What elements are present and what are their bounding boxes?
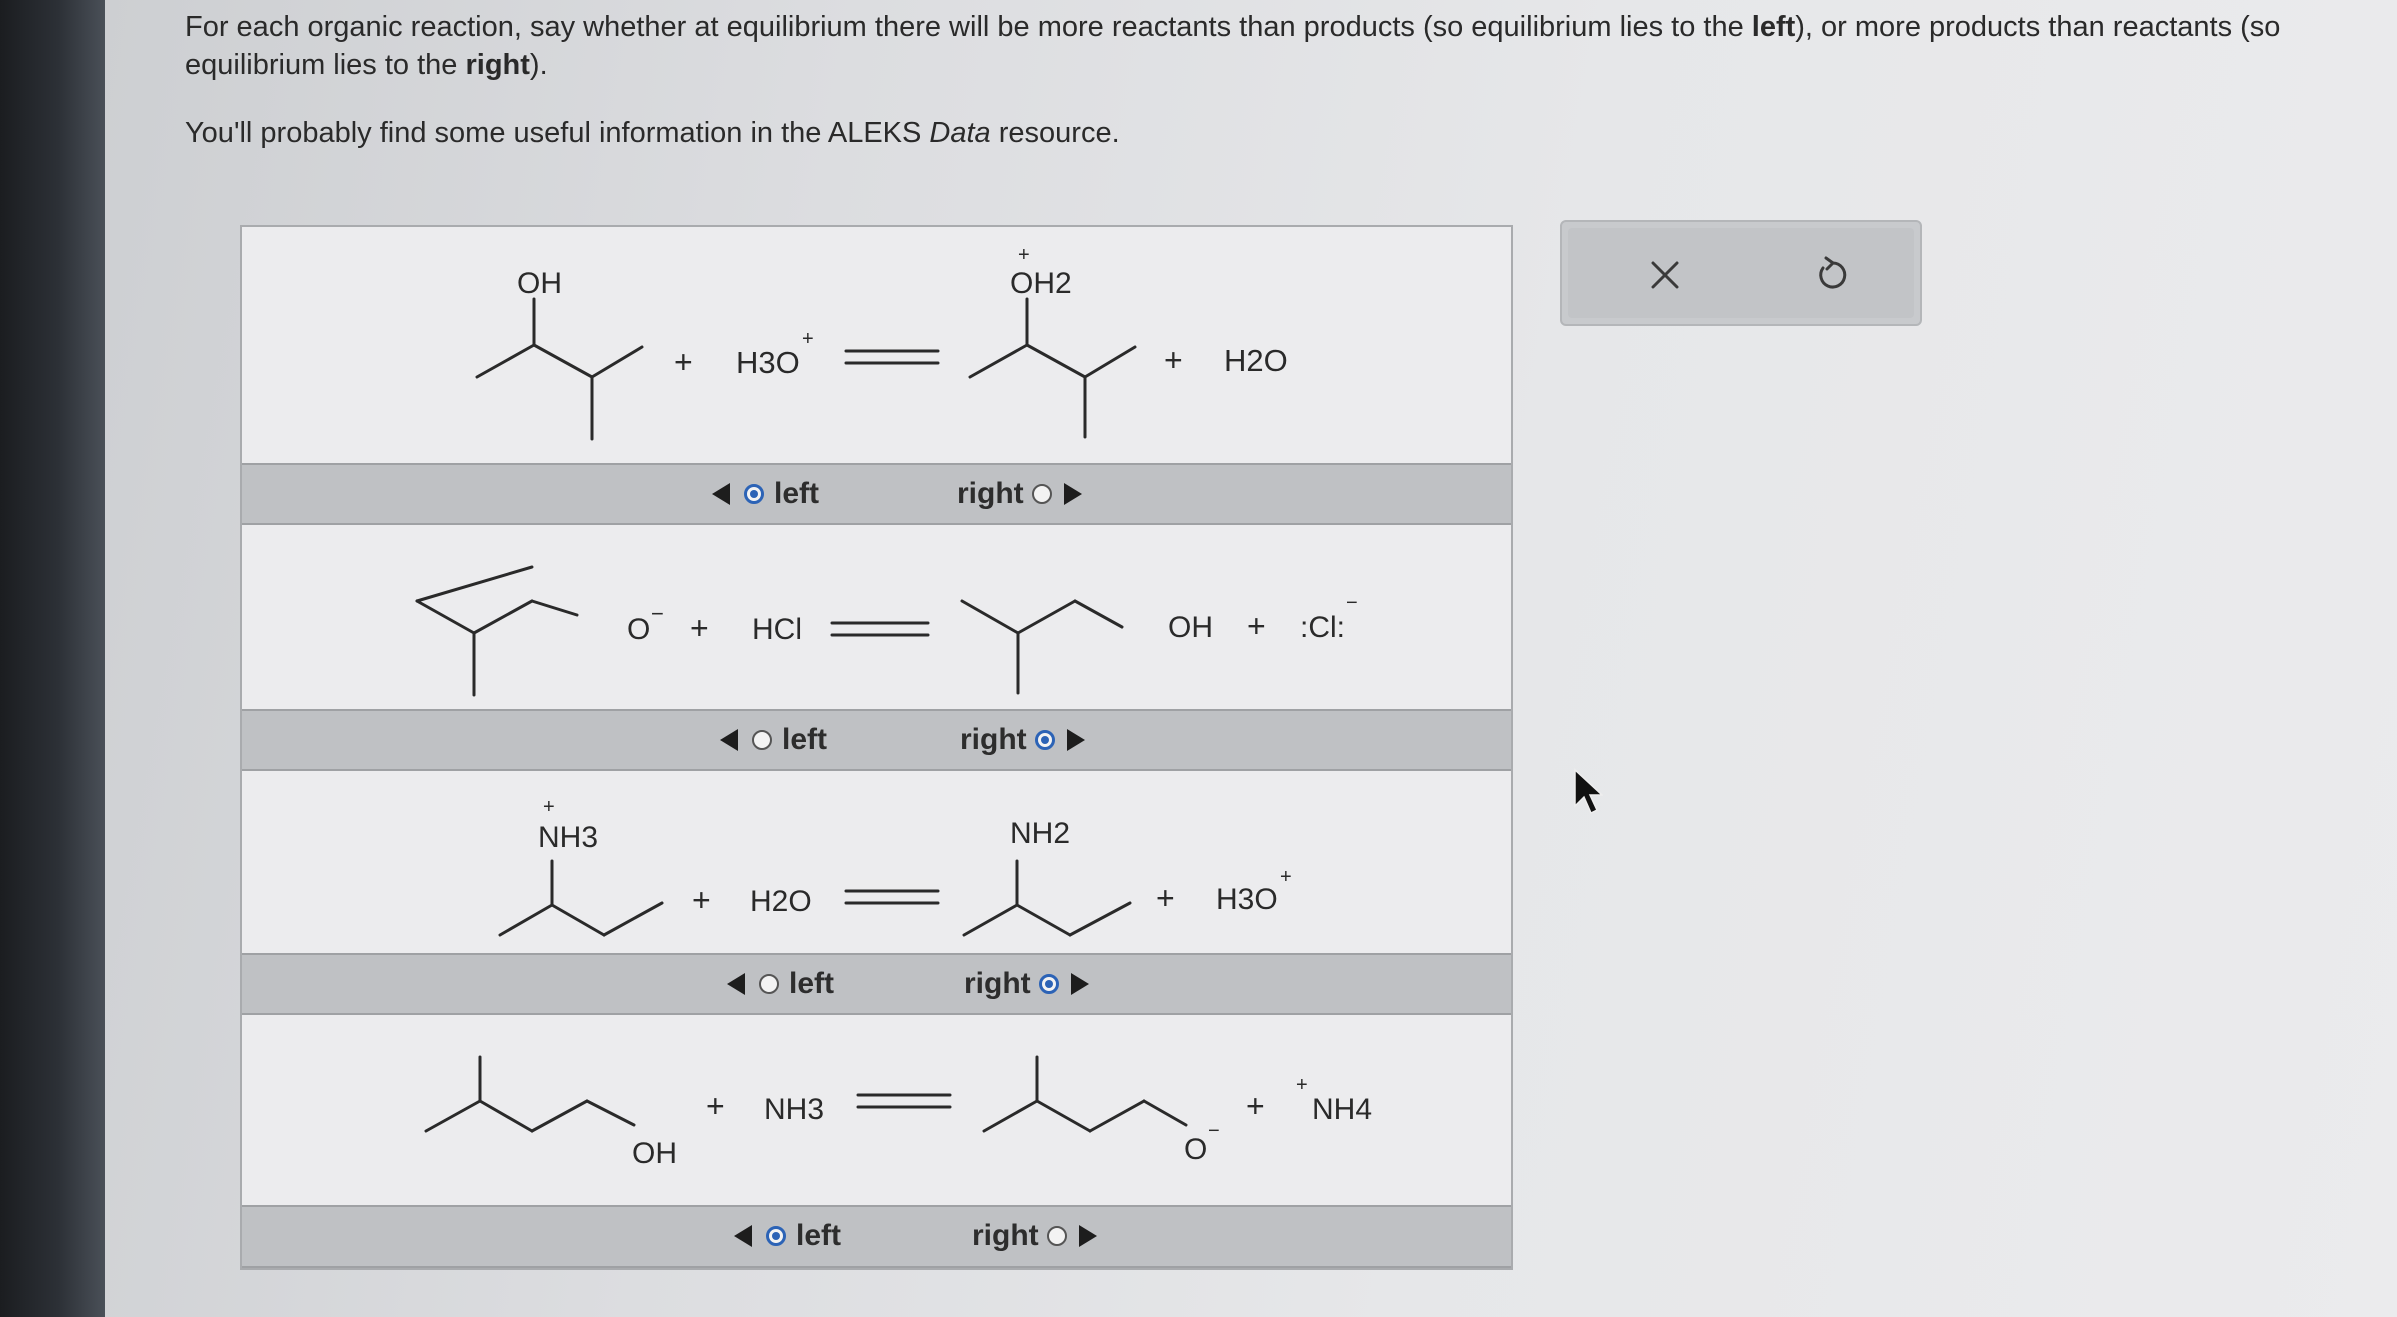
reaction-3-option-right[interactable] xyxy=(964,955,1089,1013)
mouse-cursor-icon xyxy=(1573,768,1603,818)
radio-right-4[interactable] xyxy=(1047,1226,1067,1246)
answer-bar-3 xyxy=(242,953,1511,1015)
reaction-1-option-left[interactable] xyxy=(712,465,819,523)
reagent-3: H2O xyxy=(750,885,812,918)
left-arrow-icon xyxy=(720,729,738,751)
reaction-3-equation xyxy=(242,771,1511,961)
radio-left-3[interactable] xyxy=(759,974,779,994)
reaction-3-option-left[interactable] xyxy=(727,955,834,1013)
radio-left-1[interactable] xyxy=(744,484,764,504)
radio-left-4-label: left xyxy=(796,1219,841,1252)
question-prompt: For each organic reaction, say whether at equilibrium there will be more reactants than products (so equilibrium lies to the left), or more products than reactants (so equilibrium lies to the right). xyxy=(185,11,2281,81)
reactant-1-group: OH xyxy=(517,267,562,300)
undo-icon xyxy=(1808,250,1858,300)
reagent-2-plus: + xyxy=(690,610,709,646)
byproduct-4-plus: + xyxy=(1246,1088,1265,1124)
reactant-3-group: NH3 xyxy=(538,821,599,854)
reactions-panel xyxy=(240,225,1513,1270)
undo-button[interactable] xyxy=(1808,250,1858,300)
clear-button[interactable] xyxy=(1640,250,1690,300)
answer-bar-1 xyxy=(242,463,1511,525)
radio-right-1[interactable] xyxy=(1032,484,1052,504)
product-3-group: NH2 xyxy=(1010,817,1071,850)
reagent-4: NH3 xyxy=(764,1093,825,1126)
toolbox-inner xyxy=(1568,228,1914,318)
screen-bezel xyxy=(0,0,105,1317)
byproduct-3: H3O xyxy=(1216,883,1278,916)
byproduct-4: NH4 xyxy=(1312,1093,1373,1126)
reaction-4-equation xyxy=(242,1015,1511,1205)
x-icon xyxy=(1640,250,1690,300)
product-1-charge: + xyxy=(1018,244,1030,266)
byproduct-2-plus: + xyxy=(1247,608,1266,644)
reaction-4-option-right[interactable] xyxy=(972,1207,1097,1265)
byproduct-2-charge: − xyxy=(1346,592,1358,614)
radio-left-1-label: left xyxy=(774,477,819,510)
byproduct-3-charge: + xyxy=(1280,866,1292,888)
byproduct-1-plus: + xyxy=(1164,342,1183,378)
radio-right-4-label: right xyxy=(972,1219,1039,1252)
product-1-group: OH2 xyxy=(1010,267,1072,300)
reaction-1-option-right[interactable] xyxy=(957,465,1082,523)
reagent-1: H3O xyxy=(736,345,800,380)
right-arrow-icon xyxy=(1071,973,1089,995)
left-arrow-icon xyxy=(734,1225,752,1247)
reagent-1-charge: + xyxy=(802,328,814,350)
radio-left-2[interactable] xyxy=(752,730,772,750)
left-arrow-icon xyxy=(712,483,730,505)
radio-right-2-label: right xyxy=(960,723,1027,756)
radio-right-3-label: right xyxy=(964,967,1031,1000)
reaction-1-equation xyxy=(242,227,1511,465)
reactant-2-charge: − xyxy=(651,601,664,626)
reaction-2-option-right[interactable] xyxy=(960,711,1085,769)
answer-bar-4 xyxy=(242,1205,1511,1268)
radio-left-2-label: left xyxy=(782,723,827,756)
radio-right-1-label: right xyxy=(957,477,1024,510)
byproduct-3-plus: + xyxy=(1156,880,1175,916)
byproduct-2: :Cl: xyxy=(1300,611,1345,644)
reaction-2-equation xyxy=(242,525,1511,715)
radio-right-3[interactable] xyxy=(1039,974,1059,994)
data-resource-hint: You'll probably find some useful information in the ALEKS Data resource. xyxy=(185,117,1120,149)
reagent-1-plus: + xyxy=(674,344,693,380)
reaction-4-option-left[interactable] xyxy=(734,1207,841,1265)
answer-toolbox xyxy=(1560,220,1922,326)
right-arrow-icon xyxy=(1064,483,1082,505)
product-4-group: O xyxy=(1184,1133,1208,1166)
byproduct-1: H2O xyxy=(1224,343,1288,378)
reagent-4-plus: + xyxy=(706,1088,725,1124)
product-2-group: OH xyxy=(1168,611,1213,644)
reagent-3-plus: + xyxy=(692,882,711,918)
data-resource-link[interactable]: Data xyxy=(929,117,991,149)
answer-bar-2 xyxy=(242,709,1511,771)
radio-right-2[interactable] xyxy=(1035,730,1055,750)
right-arrow-icon xyxy=(1079,1225,1097,1247)
left-arrow-icon xyxy=(727,973,745,995)
product-4-charge: − xyxy=(1208,1120,1220,1142)
reagent-2: HCl xyxy=(752,613,802,646)
byproduct-4-charge: + xyxy=(1296,1074,1308,1096)
reactant-2-group: O xyxy=(627,613,651,646)
radio-left-4[interactable] xyxy=(766,1226,786,1246)
reactant-4-group: OH xyxy=(632,1137,677,1170)
radio-left-3-label: left xyxy=(789,967,834,1000)
reactant-3-charge: + xyxy=(543,796,555,818)
reaction-2-option-left[interactable] xyxy=(720,711,827,769)
right-arrow-icon xyxy=(1067,729,1085,751)
